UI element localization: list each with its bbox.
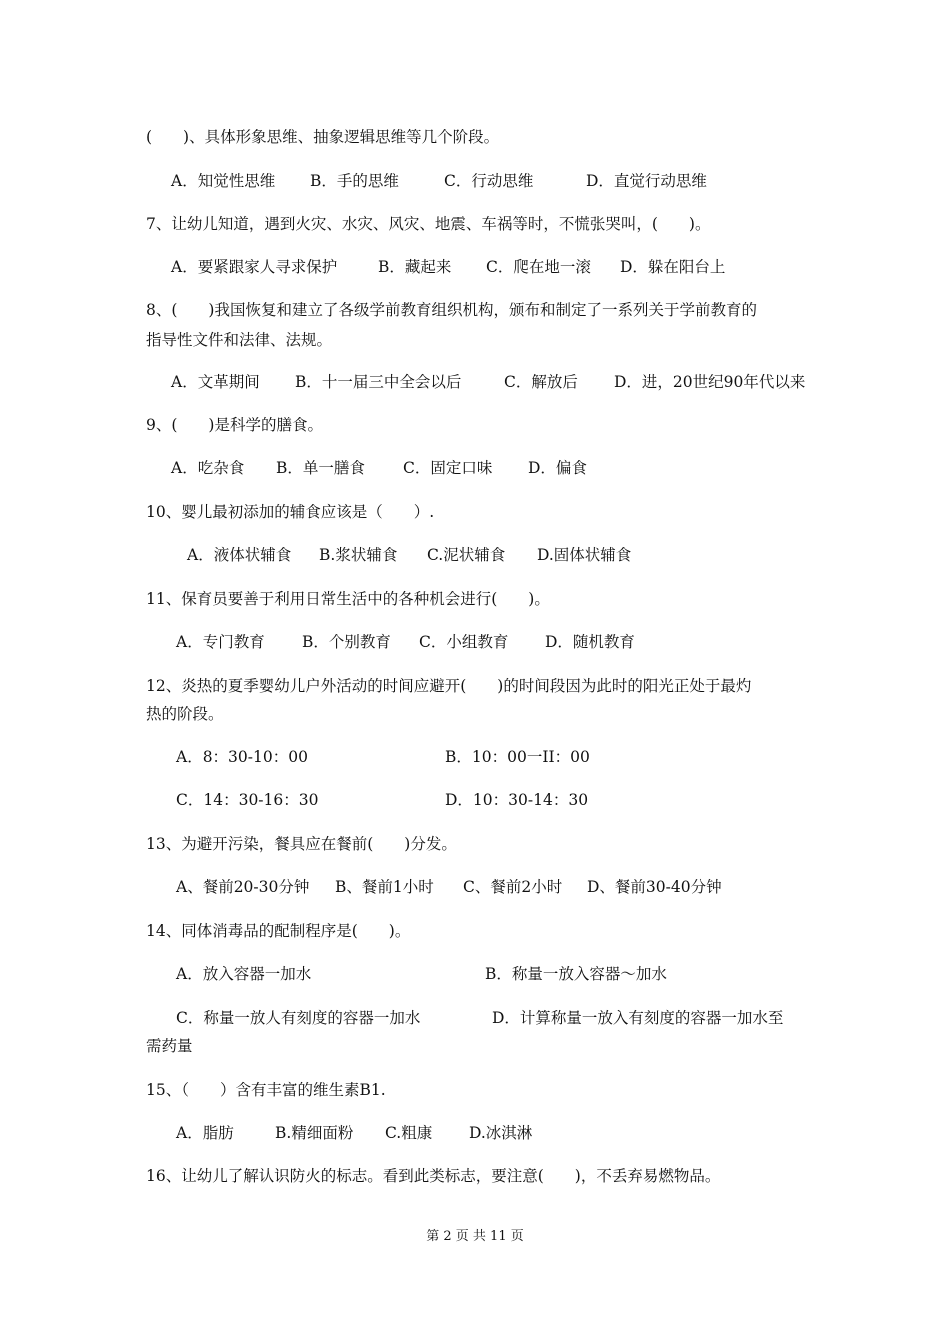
question-10: 10、婴儿最初添加的辅食应该是（ ）.: [146, 503, 435, 521]
question-6-options: [171, 171, 821, 191]
option-d: D．计算称量一放入有刻度的容器一加水至: [492, 1009, 784, 1027]
question-9-options: [171, 458, 821, 478]
option-b: B．10：00一II：00: [445, 748, 590, 766]
option-c: C．解放后: [504, 373, 578, 391]
question-12-options-row-1: [171, 747, 821, 767]
option-c: C．称量一放人有刻度的容器一加水: [176, 1009, 421, 1027]
option-c: C．行动思维: [444, 172, 534, 190]
option-d: D．10：30-14：30: [445, 791, 589, 809]
option-b: B．个别教育: [302, 633, 391, 651]
option-a: A．专门教育: [176, 633, 265, 651]
question-14-option-d-wrap: 需药量: [146, 1037, 193, 1055]
option-b: B．称量一放入容器～加水: [485, 965, 667, 983]
question-14-options-row-2: [171, 1008, 821, 1028]
option-d: D．躲在阳台上: [620, 258, 726, 276]
option-b: B．十一届三中全会以后: [295, 373, 462, 391]
question-7: 7、让幼儿知道，遇到火灾、水灾、风灾、地震、车祸等时，不慌张哭叫，( )。: [146, 215, 711, 233]
option-a: A．知觉性思维: [171, 172, 276, 190]
question-11-options: [171, 632, 821, 652]
question-16: 16、让幼儿了解认识防火的标志。看到此类标志，要注意( )，不丢弃易燃物品。: [146, 1167, 721, 1185]
page-footer: 第 2 页 共 11 页: [426, 1229, 524, 1244]
option-d: D.固体状辅食: [537, 546, 632, 564]
option-a: A．液体状辅食: [187, 546, 292, 564]
option-d: D、餐前30-40分钟: [587, 878, 722, 896]
option-b: B．藏起来: [378, 258, 452, 276]
option-b: B．单一膳食: [276, 459, 365, 477]
option-b: B．手的思维: [310, 172, 399, 190]
option-a: A．要紧跟家人寻求保护: [171, 258, 338, 276]
option-a: A．8：30-10：00: [176, 748, 308, 766]
option-d: D．进，20世纪90年代以来: [614, 373, 806, 391]
option-c: C.泥状辅食: [427, 546, 506, 564]
question-8-line-1: 8、( )我国恢复和建立了各级学前教育组织机构，颁布和制定了一系列关于学前教育的: [146, 301, 757, 319]
option-d: D．随机教育: [545, 633, 635, 651]
question-15-options: [171, 1123, 821, 1143]
question-12-options-row-2: [171, 790, 821, 810]
question-10-options: [171, 545, 821, 565]
question-12-line-2: 热的阶段。: [146, 705, 224, 723]
option-b: B.精细面粉: [275, 1124, 354, 1142]
option-c: C、餐前2小时: [463, 878, 563, 896]
question-13-options: [171, 877, 821, 897]
option-b: B、餐前1小时: [335, 878, 434, 896]
option-a: A．文革期间: [171, 373, 260, 391]
question-8-options: [171, 372, 821, 392]
question-15: 15、（ ）含有丰富的维生素B1.: [146, 1081, 386, 1099]
question-14: 14、同体消毒品的配制程序是( )。: [146, 922, 411, 940]
option-a: A．脂肪: [176, 1124, 234, 1142]
question-8-line-2: 指导性文件和法律、法规。: [146, 331, 333, 349]
option-d: D.冰淇淋: [469, 1124, 533, 1142]
option-c: C．固定口味: [403, 459, 493, 477]
question-12-line-1: 12、炎热的夏季婴幼儿户外活动的时间应避开( )的时间段因为此时的阳光正处于最灼: [146, 677, 752, 695]
question-13: 13、为避开污染，餐具应在餐前( )分发。: [146, 835, 457, 853]
option-d: D．偏食: [528, 459, 587, 477]
question-11: 11、保育员要善于利用日常生活中的各种机会进行( )。: [146, 590, 550, 608]
option-a: A．放入容器一加水: [176, 965, 312, 983]
option-a: A、餐前20-30分钟: [176, 878, 310, 896]
option-d: D．直觉行动思维: [586, 172, 707, 190]
question-6-continuation: ( )、具体形象思维、抽象逻辑思维等几个阶段。: [146, 128, 500, 146]
option-c: C.粗康: [385, 1124, 433, 1142]
option-c: C．小组教育: [419, 633, 509, 651]
question-9: 9、( )是科学的膳食。: [146, 416, 323, 434]
question-7-options: [171, 257, 821, 277]
option-a: A．吃杂食: [171, 459, 245, 477]
option-c: C．爬在地一滚: [486, 258, 591, 276]
question-14-options-row-1: [171, 964, 821, 984]
option-c: C．14：30-16：30: [176, 791, 319, 809]
option-b: B.浆状辅食: [319, 546, 398, 564]
